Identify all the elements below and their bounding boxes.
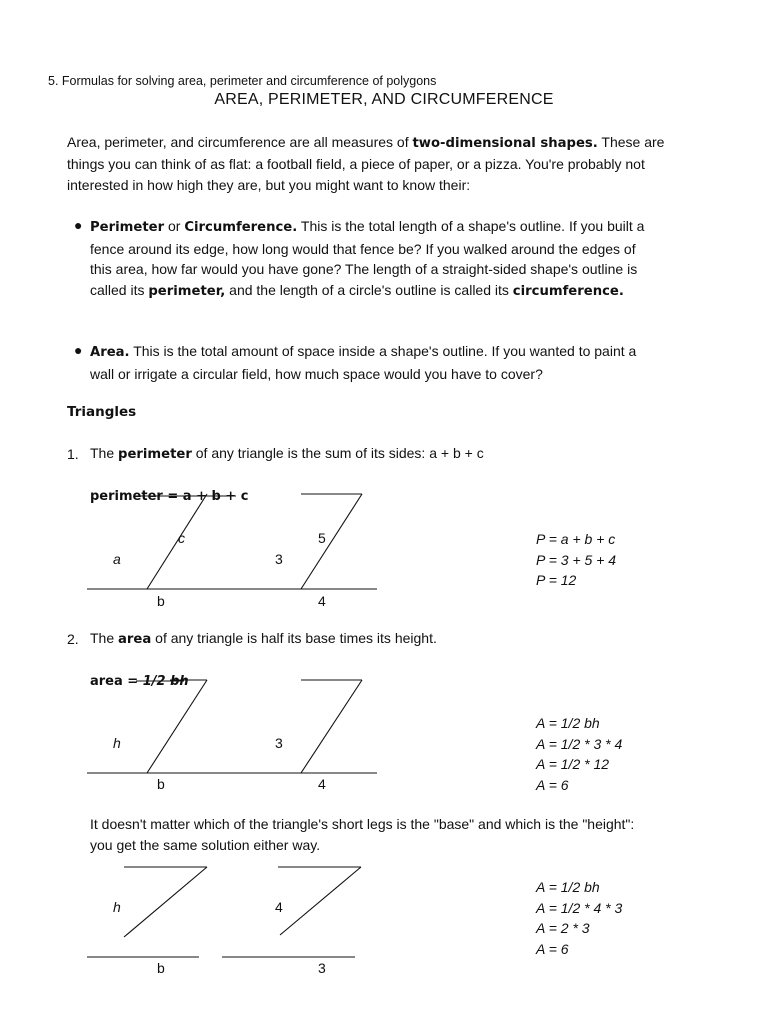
bullet-term: Circumference. <box>184 220 298 235</box>
equation-line: A = 2 * 3 <box>536 920 590 936</box>
equation-line: A = 1/2 * 4 * 3 <box>536 899 623 916</box>
intro-paragraph <box>67 132 677 196</box>
area-equations <box>536 713 622 795</box>
bullet-term: Area. <box>90 345 130 360</box>
step-text: The <box>90 445 119 461</box>
bullet-perimeter <box>90 216 650 302</box>
equation-line: P = 12 <box>536 572 577 588</box>
equation-line: A = 1/2 * 12 <box>536 756 610 772</box>
bullet-text: This is the total length of a shape's outline. If you built a fence around its edge, how long would that fence be? If you walked around the edges of this area, how far would you have gone? The length of a straight-sided shape's outline is called its <box>90 218 645 298</box>
bullet-dot: ● <box>74 342 83 358</box>
perimeter-formula-label <box>90 487 248 504</box>
fig1-left-hypotenuse <box>147 494 207 589</box>
fig3-right-side-label: 4 <box>275 899 283 915</box>
area-equations-alt <box>536 877 622 959</box>
equation-line: A = 6 <box>536 940 569 957</box>
page-title: AREA, PERIMETER, AND CIRCUMFERENCE <box>214 91 554 108</box>
equation-line: P = a + b + c <box>536 531 616 547</box>
fig3-left-side-label: h <box>113 899 121 915</box>
step-number: 1. <box>67 446 79 462</box>
bullet-text: and the length of a circle's outline is called its <box>225 281 513 298</box>
step-area-text <box>90 630 437 647</box>
fig1-right-hypotenuse <box>301 494 362 589</box>
fig2-right-side-label: 3 <box>275 735 283 751</box>
fig2-right-base-label: 4 <box>318 776 326 792</box>
base-height-note: It doesn't matter which of the triangle's short legs is the "base" and which is the "height": you get the same solution either way. <box>90 816 635 853</box>
bullet-term: perimeter, <box>148 283 226 299</box>
equation-line: A = 1/2 bh <box>536 715 600 731</box>
fig2-left-side-label: h <box>113 735 121 751</box>
step-number: 2. <box>67 631 79 647</box>
step-bold-term: area <box>118 632 152 647</box>
fig1-left-hyp-label: c <box>178 530 185 546</box>
equation-line: A = 1/2 * 3 * 4 <box>536 735 623 752</box>
bullet-term: Perimeter <box>90 220 165 235</box>
fig2-right-hypotenuse <box>301 680 362 773</box>
fig3-left-hypotenuse <box>124 867 207 937</box>
bullet-text: or <box>164 218 185 234</box>
formula-text: perimeter = a + b + c <box>90 489 249 504</box>
equation-line: P = 3 + 5 + 4 <box>536 551 617 568</box>
formula-italic-text: 1/2 bh <box>142 674 189 689</box>
bullet-area <box>90 341 650 384</box>
document-header: 5. Formulas for solving area, perimeter and circumference of polygons <box>48 74 437 88</box>
step-text: The <box>90 630 119 646</box>
bullet-text: This is the total amount of space inside a shape's outline. If you wanted to paint a wall or irrigate a circular field, how much space would you have to cover? <box>90 343 637 382</box>
area-formula-label <box>90 672 189 689</box>
equation-line: A = 6 <box>536 776 569 793</box>
step-perimeter-text <box>90 445 484 462</box>
step-text: of any triangle is the sum of its sides: a + b + c <box>191 445 484 461</box>
fig1-right-side-label: 3 <box>275 551 283 567</box>
fig3-right-base-label: 3 <box>318 960 326 976</box>
fig3-right-hypotenuse <box>280 867 361 935</box>
equation-line: A = 1/2 bh <box>536 879 600 895</box>
fig1-right-hyp-label: 5 <box>318 530 326 546</box>
intro-bold-term: two-dimensional shapes. <box>412 136 598 151</box>
intro-text-before: Area, perimeter, and circumference are all measures of <box>67 134 413 150</box>
fig3-left-base-label: b <box>157 960 165 976</box>
fig1-left-side-label: a <box>113 551 121 567</box>
fig2-left-base-label: b <box>157 776 165 792</box>
perimeter-equations <box>536 529 616 591</box>
step-bold-term: perimeter <box>118 447 192 462</box>
step-text: of any triangle is half its base times its height. <box>151 630 437 646</box>
fig1-right-base-label: 4 <box>318 593 326 609</box>
bullet-dot: ● <box>74 217 83 233</box>
bullet-term: circumference. <box>512 283 624 299</box>
intro-text-after: These are things you can think of as flat: a football field, a piece of paper, or a pizza. You're probably not interested in how high they are, but you might want to know their: <box>67 134 665 193</box>
fig1-left-base-label: b <box>157 593 165 609</box>
formula-text: area = <box>90 674 143 689</box>
section-title-triangles: Triangles <box>67 404 137 420</box>
fig2-left-hypotenuse <box>147 680 207 773</box>
